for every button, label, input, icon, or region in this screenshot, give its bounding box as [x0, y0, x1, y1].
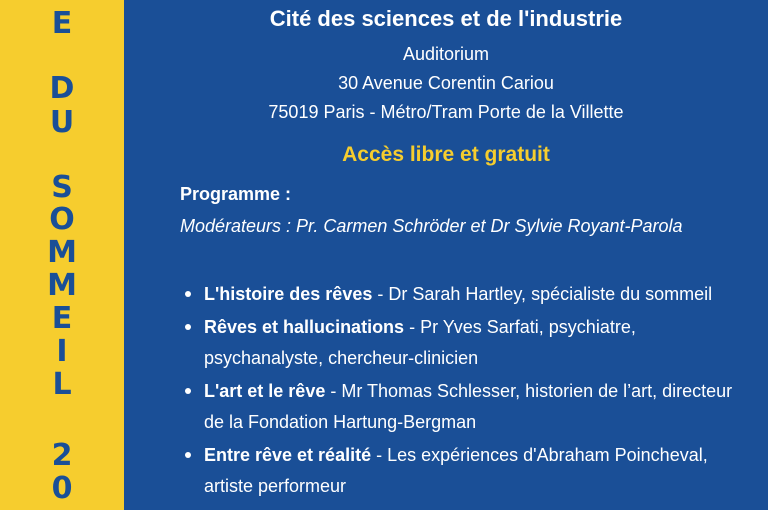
programme-item	[180, 440, 740, 502]
banner-letter: U	[49, 105, 75, 140]
programme-title: Programme :	[180, 184, 292, 204]
banner-letter: 2	[51, 438, 73, 473]
banner-letter: 0	[51, 471, 73, 506]
programme-item-detail: - Pr Yves Sarfati, psychiatre, psychanalyste, chercheur-clinicien	[204, 317, 636, 368]
banner-letter: O	[49, 202, 75, 237]
banner-letter: S	[51, 170, 73, 205]
programme-item-title: L'art et le rêve	[204, 381, 326, 401]
access-info: Accès libre et gratuit	[342, 143, 550, 166]
banner-letter: E	[51, 6, 73, 41]
programme-moderators: Modérateurs : Pr. Carmen Schröder et Dr Sylvie Royant-Parola	[180, 216, 683, 236]
programme-list	[180, 279, 740, 504]
venue-city-transport: 75019 Paris - Métro/Tram Porte de la Villette	[268, 102, 624, 122]
vertical-title-banner	[0, 0, 124, 510]
banner-letter: I	[56, 334, 68, 369]
programme-item	[180, 279, 740, 310]
programme-item-title: Entre rêve et réalité	[204, 445, 372, 465]
programme-item	[180, 376, 740, 438]
banner-letter: M	[47, 235, 77, 270]
venue-room: Auditorium	[402, 44, 490, 64]
programme-item-detail: - Les expériences d'Abraham Poincheval, artiste performeur	[204, 445, 708, 496]
programme-item-title: Rêves et hallucinations	[204, 317, 405, 337]
venue-name: Cité des sciences et de l'industrie	[269, 6, 623, 31]
venue-street: 30 Avenue Corentin Cariou	[338, 73, 554, 93]
banner-letter: E	[51, 301, 73, 336]
programme-item	[180, 312, 740, 374]
event-details	[124, 0, 768, 510]
banner-letter: L	[52, 367, 72, 402]
programme-item-detail: - Dr Sarah Hartley, spécialiste du sommeil	[372, 284, 713, 304]
programme-item-title: L'histoire des rêves	[204, 284, 373, 304]
programme-item-detail: - Mr Thomas Schlesser, historien de l’art, directeur de la Fondation Hartung-Bergman	[204, 381, 733, 432]
banner-letter: D	[49, 71, 75, 106]
banner-letter: M	[47, 268, 77, 303]
